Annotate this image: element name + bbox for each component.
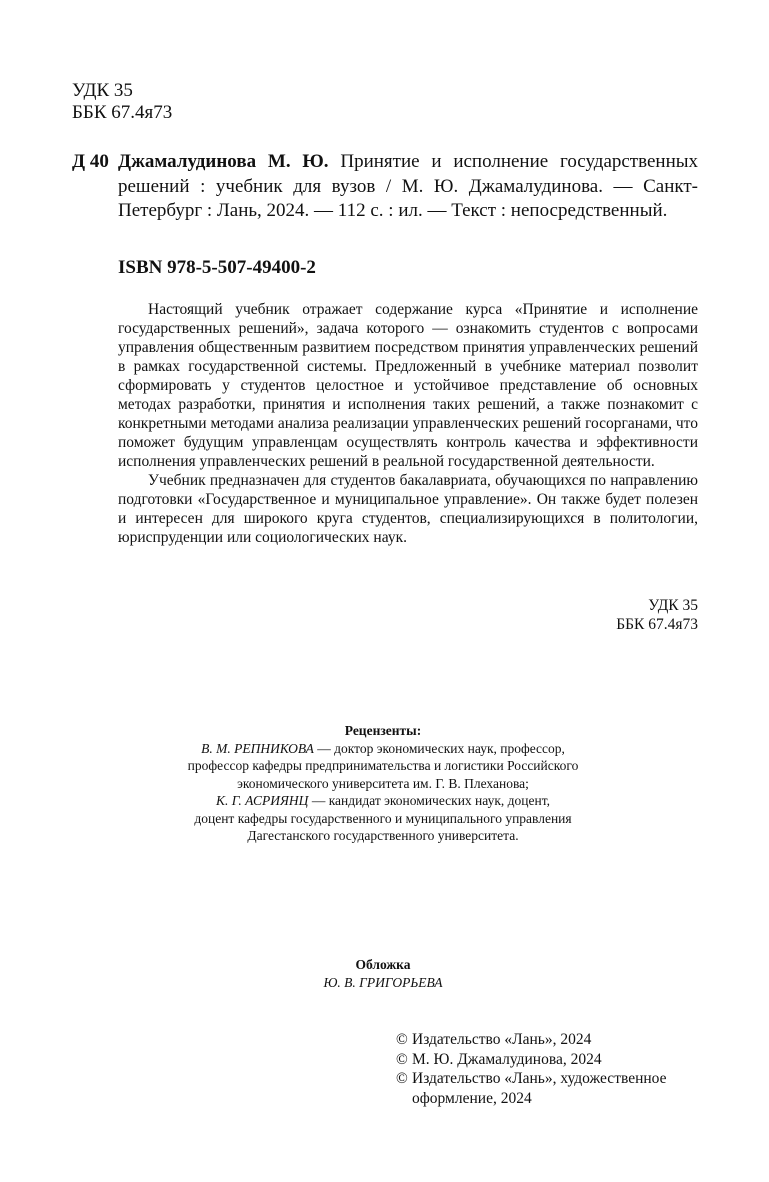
reviewer-2-line-1: К. Г. АСРИЯНЦ — кандидат экономических наук, доцент, — [216, 793, 550, 808]
reviewer-2-name: К. Г. АСРИЯНЦ — [216, 793, 309, 808]
author-cipher: Д 40 — [72, 151, 109, 172]
bbk-code: ББК 67.4я73 — [72, 102, 173, 123]
cover-credit — [118, 956, 648, 991]
author-name: Джамалудинова М. Ю. — [118, 151, 329, 172]
copyright-line-3: © Издательство «Лань», художественное — [396, 1070, 667, 1087]
copyright-symbol: © — [396, 1070, 408, 1087]
reviewer-1-line-1: В. М. РЕПНИКОВА — доктор экономических наук, профессор, — [201, 740, 565, 756]
copyright-line-1: © Издательство «Лань», 2024 — [396, 1031, 592, 1048]
bbk-code-bottom: ББК 67.4я73 — [616, 616, 698, 633]
copyright-line-3-continued: оформление, 2024 — [412, 1089, 532, 1107]
bibliographic-description: Принятие и исполнение государственных решений : учебник для вузов / М. Ю. Джамалудинова. — Санкт-Петербург : Лань, 2024. — 112 с. : ил. — Текст : непосредственный. — [118, 151, 699, 221]
copyright-symbol: © — [396, 1050, 408, 1068]
top-classification-codes — [72, 80, 172, 124]
udk-code: УДК 35 — [72, 80, 133, 101]
udk-code-bottom: УДК 35 — [648, 597, 698, 614]
reviewer-2-line-3: Дагестанского государственного университета. — [247, 828, 519, 843]
cover-heading: Обложка — [355, 957, 411, 972]
reviewer-2-line-2: доцент кафедры государственного и муниципального управления — [194, 810, 572, 826]
cover-designer: Ю. В. ГРИГОРЬЕВА — [323, 974, 443, 990]
reviewer-1-line-3: экономического университета им. Г. В. Плеханова; — [237, 775, 529, 791]
abstract — [118, 300, 698, 547]
copyright-block — [396, 1030, 666, 1108]
reviewers-block — [118, 722, 648, 845]
reviewer-1-name: В. М. РЕПНИКОВА — [201, 740, 314, 756]
reviewer-1-line-2: профессор кафедры предпринимательства и логистики Российского — [187, 758, 579, 773]
bibliographic-record — [118, 150, 698, 224]
copyright-line-2: © М. Ю. Джамалудинова, 2024 — [396, 1050, 602, 1068]
isbn: ISBN 978-5-507-49400-2 — [118, 257, 316, 278]
abstract-paragraph-1: Настоящий учебник отражает содержание курса «Принятие и исполнение государственных решений», задача которого — ознакомить студентов с вопросами управления общественным развитием посредством принятия управленческих решений в рамках государственной системы. Предложенный в учебнике материал позволит сформировать у студентов целостное и устойчивое представление об основных методах разработки, принятия и исполнения таких решений, а также познакомит с конкретными методами анализа реализации управленческих решений госорганами, что поможет будущим управленцам осуществлять контроль качества и эффективности исполнения управленческих решений в реальной государственной деятельности. — [118, 301, 698, 470]
copyright-symbol: © — [396, 1031, 408, 1048]
abstract-paragraph-2: Учебник предназначен для студентов бакалавриата, обучающихся по направлению подготовки «Государственное и муниципальное управление». Он также будет полезен и интересен для широкого круга студентов, специализирующихся в политологии, юриспруденции или социологических наук. — [118, 472, 698, 546]
bottom-classification-codes — [616, 596, 698, 634]
reviewers-heading: Рецензенты: — [344, 723, 422, 738]
